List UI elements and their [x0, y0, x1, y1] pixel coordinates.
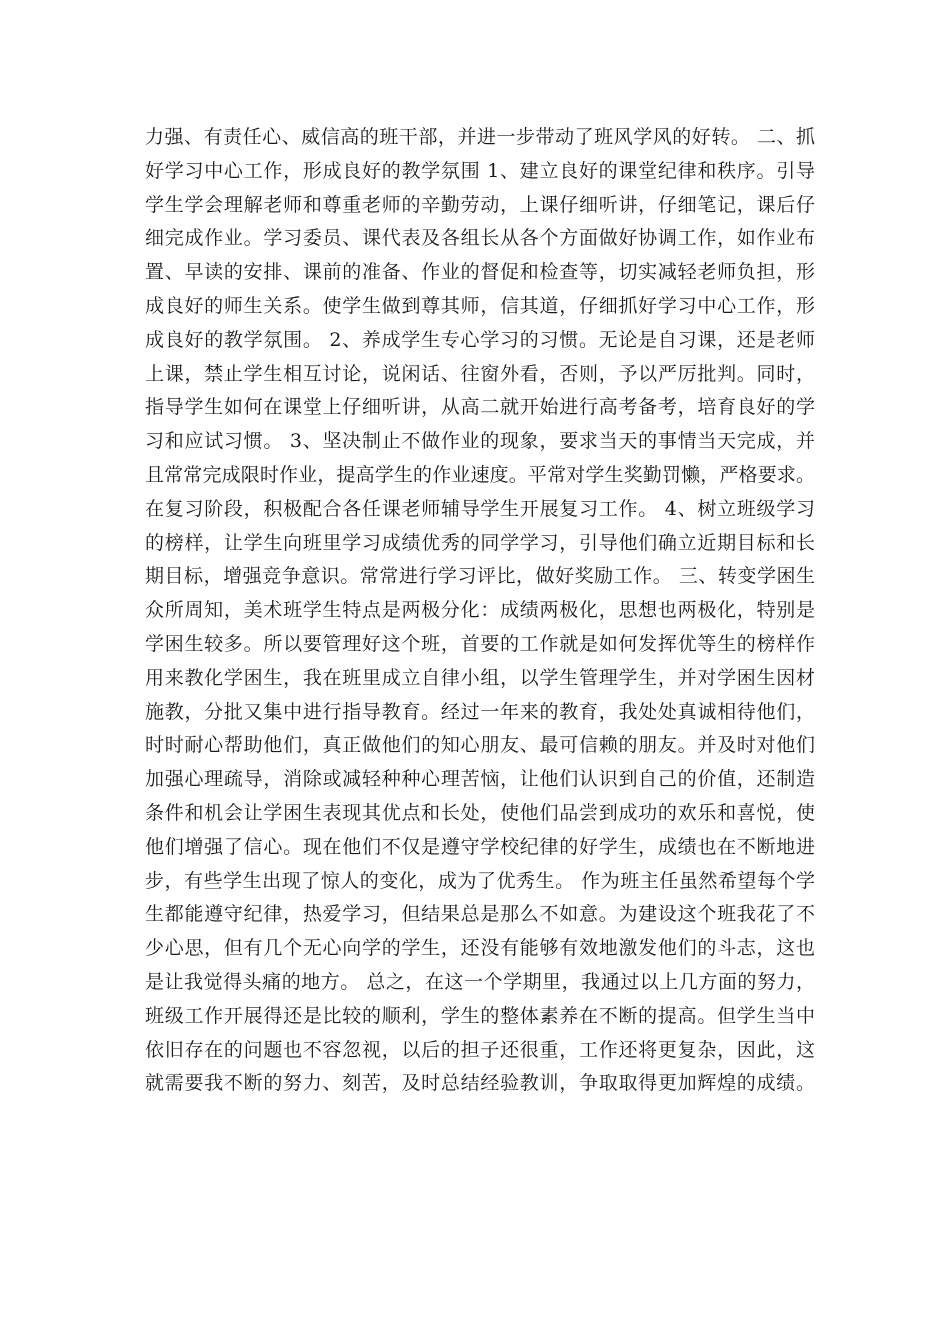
- text-line-25: 少心思，但有几个无心向学的学生，还没有能够有效地激发他们的斗志，这也: [145, 937, 815, 960]
- text-line-19: 时时耐心帮助他们，真正做他们的知心朋友、最可信赖的朋友。并及时对他们: [145, 734, 815, 757]
- text-line-17: 用来教化学困生，我在班里成立自律小组，以学生管理学生，并对学困生因材: [145, 666, 815, 689]
- text-line-28: 依旧存在的问题也不容忽视，以后的担子还很重，工作还将更复杂，因此，这: [145, 1038, 815, 1061]
- text-line-1: 力强、有责任心、威信高的班干部，并进一步带动了班风学风的好转。 二、抓: [145, 126, 815, 148]
- text-line-2: 好学习中心工作，形成良好的教学氛围 1、建立良好的课堂纪律和秩序。引导: [145, 159, 815, 182]
- text-line-9: 指导学生如何在课堂上仔细听讲，从高二就开始进行高考备考，培育良好的学: [145, 396, 815, 419]
- text-line-26: 是让我觉得头痛的地方。 总之，在这一个学期里，我通过以上几方面的努力，: [145, 970, 815, 993]
- text-line-21: 条件和机会让学困生表现其优点和长处，使他们品尝到成功的欢乐和喜悦，使: [145, 801, 815, 824]
- text-line-24: 生都能遵守纪律，热爱学习，但结果总是那么不如意。为建设这个班我花了不: [145, 903, 815, 926]
- text-line-11: 且常常完成限时作业，提高学生的作业速度。平常对学生奖勤罚懒，严格要求。: [145, 463, 815, 486]
- text-line-12: 在复习阶段，积极配合各任课老师辅导学生开展复习工作。 4、树立班级学习: [145, 497, 815, 520]
- text-line-18: 施教，分批又集中进行指导教育。经过一年来的教育，我处处真诚相待他们，: [145, 700, 815, 723]
- text-line-29: 就需要我不断的努力、刻苦，及时总结经验教训，争取取得更加辉煌的成绩。: [145, 1072, 815, 1095]
- text-line-15: 众所周知，美术班学生特点是两极分化：成绩两极化，思想也两极化，特别是: [145, 599, 815, 622]
- text-line-14: 期目标，增强竞争意识。常常进行学习评比，做好奖励工作。 三、转变学困生: [145, 565, 815, 588]
- text-line-23: 步，有些学生出现了惊人的变化，成为了优秀生。 作为班主任虽然希望每个学: [145, 869, 815, 892]
- text-line-13: 的榜样，让学生向班里学习成绩优秀的同学学习，引导他们确立近期目标和长: [145, 531, 815, 554]
- text-line-5: 置、早读的安排、课前的准备、作业的督促和检查等，切实减轻老师负担，形: [145, 261, 815, 284]
- text-line-27: 班级工作开展得还是比较的顺利，学生的整体素养在不断的提高。但学生当中: [145, 1004, 815, 1027]
- text-line-22: 他们增强了信心。现在他们不仅是遵守学校纪律的好学生，成绩也在不断地进: [145, 835, 815, 858]
- text-line-6: 成良好的师生关系。使学生做到尊其师，信其道，仔细抓好学习中心工作，形: [145, 294, 815, 317]
- text-line-20: 加强心理疏导，消除或减轻种种心理苦恼，让他们认识到自己的价值，还制造: [145, 768, 815, 791]
- text-line-16: 学困生较多。所以要管理好这个班，首要的工作就是如何发挥优等生的榜样作: [145, 632, 815, 655]
- text-line-3: 学生学会理解老师和尊重老师的辛勤劳动，上课仔细听讲，仔细笔记，课后仔: [145, 193, 815, 216]
- text-line-4: 细完成作业。学习委员、课代表及各组长从各个方面做好协调工作，如作业布: [145, 227, 815, 250]
- text-line-7: 成良好的教学氛围。 2、养成学生专心学习的习惯。无论是自习课，还是老师: [145, 328, 815, 351]
- text-line-8: 上课，禁止学生相互讨论，说闲话、往窗外看，否则，予以严厉批判。同时，: [145, 362, 815, 385]
- text-line-10: 习和应试习惯。 3、坚决制止不做作业的现象，要求当天的事情当天完成，并: [145, 430, 815, 453]
- body-text: [145, 121, 815, 1101]
